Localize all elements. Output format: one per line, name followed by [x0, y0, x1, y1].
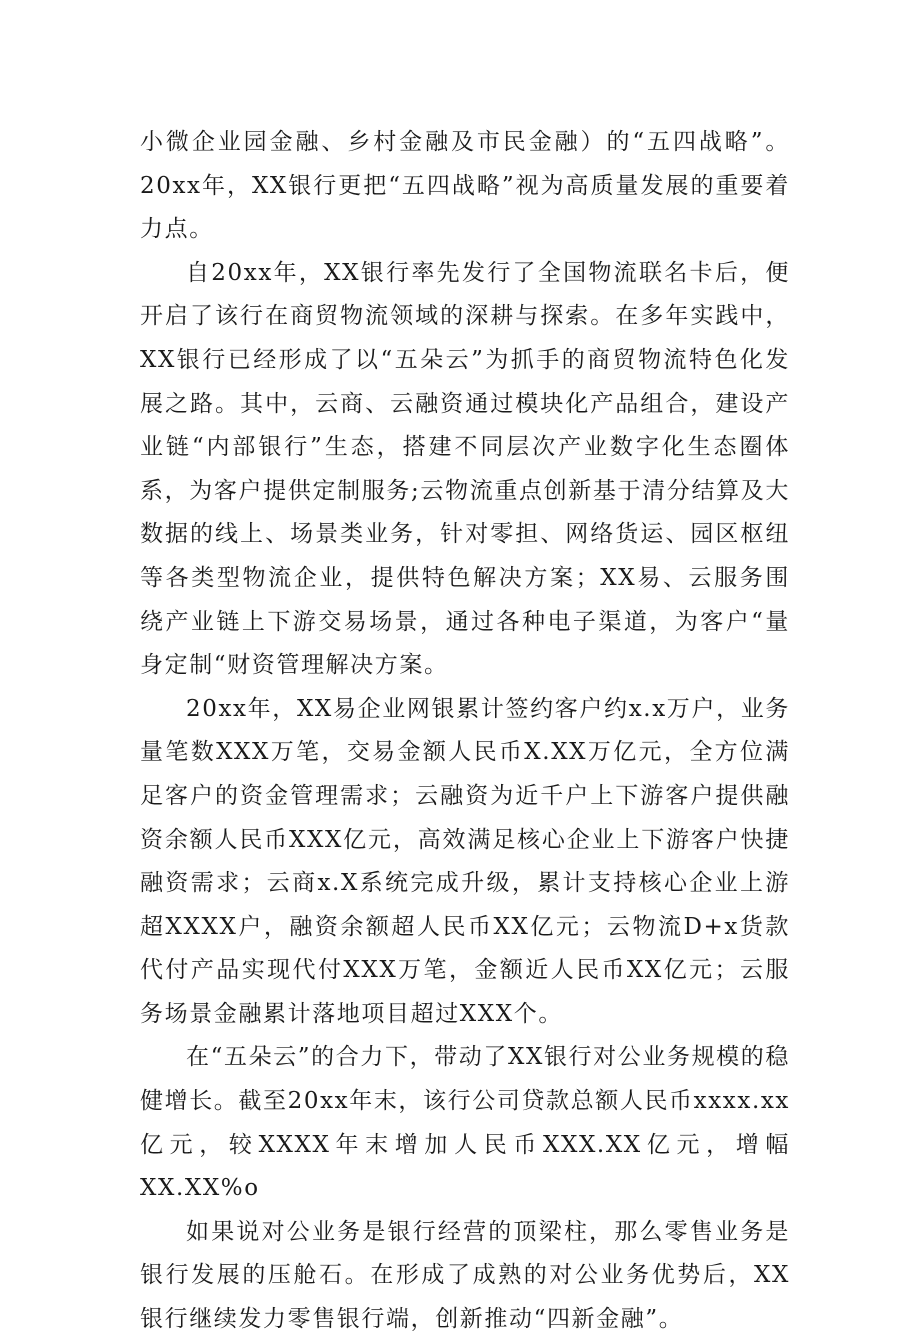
paragraph-logistics-strategy: 自20xx年，XX银行率先发行了全国物流联名卡后，便开启了该行在商贸物流领域的深耕与探索。在多年实践中，XX银行已经形成了以“五朵云”为抓手的商贸物流特色化发展之路。其中，云商、云融资通过模块化产品组合，建设产业链“内部银行”生态，搭建不同层次产业数字化生态圈体系，为客户提供定制服务;云物流重点创新基于清分结算及大数据的线上、场景类业务，针对零担、网络货运、园区枢纽等各类型物流企业，提供特色解决方案；XX易、云服务围绕产业链上下游交易场景，通过各种电子渠道，为客户“量身定制“财资管理解决方案。: [140, 259, 790, 679]
paragraph-continuation: 小微企业园金融、乡村金融及市民金融）的“五四战略”。20xx年，XX银行更把“五四战略”视为高质量发展的重要着力点。: [140, 129, 790, 243]
paragraph-business-results: 20xx年，XX易企业网银累计签约客户约x.x万户，业务量笔数XXX万笔，交易金额人民币X.XX万亿元，全方位满足客户的资金管理需求；云融资为近千户上下游客户提供融资余额人民币XXX亿元，高效满足核心企业上下游客户快捷融资需求；云商x.X系统完成升级，累计支持核心企业上游超XXXX户，融资余额超人民币XX亿元；云物流D+x货款代付产品实现代付XXX万笔，金额近人民币XX亿元；云服务场景金融累计落地项目超过XXX个。: [140, 695, 790, 1027]
paragraph-retail-banking: 如果说对公业务是银行经营的顶梁柱，那么零售业务是银行发展的压舱石。在形成了成熟的对公业务优势后，XX银行继续发力零售银行端，创新推动“四新金融”。: [140, 1218, 790, 1333]
paragraph-loan-growth: 在“五朵云”的合力下，带动了XX银行对公业务规模的稳健增长。截至20xx年末，该行公司贷款总额人民币xxxx.xx亿元，较XXXX年末增加人民币XXX.XX亿元，增幅XX.XX%o: [140, 1044, 790, 1202]
document-body: [140, 121, 790, 1342]
